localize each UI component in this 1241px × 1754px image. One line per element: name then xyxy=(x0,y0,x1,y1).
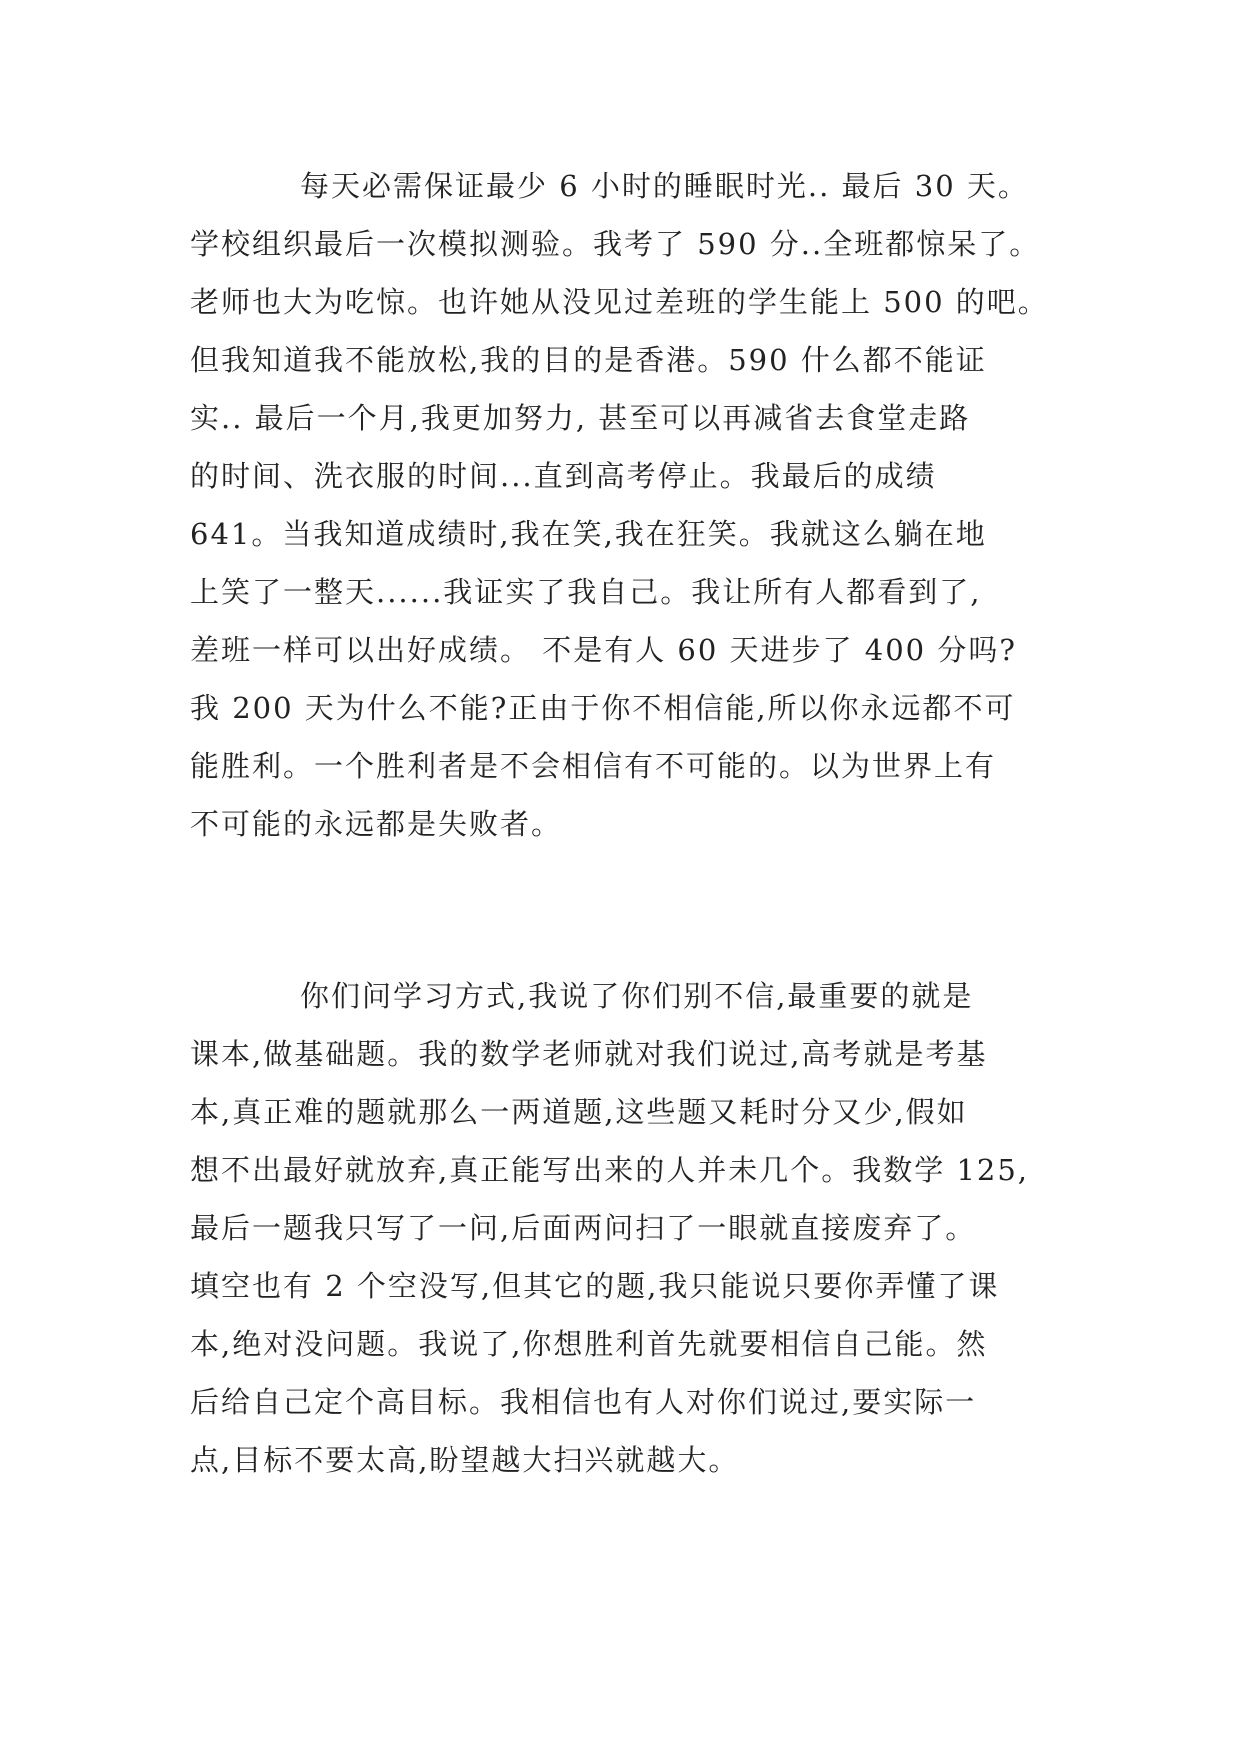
paragraph-line: 本,真正难的题就那么一两道题,这些题又耗时分又少,假如 xyxy=(190,1095,968,1129)
paragraph-line: 课本,做基础题。我的数学老师就对我们说过,高考就是考基 xyxy=(190,1037,988,1071)
paragraph-line: 老师也大为吃惊。也许她从没见过差班的学生能上 500 的吧。 xyxy=(190,285,1049,319)
paragraph-line: 实.. 最后一个月,我更加努力, 甚至可以再减省去食堂走路 xyxy=(190,401,971,435)
paragraph-line: 但我知道我不能放松,我的目的是香港。590 什么都不能证 xyxy=(190,343,987,377)
paragraph-2 xyxy=(190,967,1070,1489)
paragraph-line: 不可能的永远都是失败者。 xyxy=(190,807,563,841)
paragraph-line: 后给自己定个高目标。我相信也有人对你们说过,要实际一 xyxy=(190,1385,977,1419)
paragraph-line: 填空也有 2 个空没写,但其它的题,我只能说只要你弄懂了课 xyxy=(190,1269,1000,1303)
paragraph-line: 你们问学习方式,我说了你们别不信,最重要的就是 xyxy=(300,979,974,1013)
paragraph-line: 能胜利。一个胜利者是不会相信有不可能的。以为世界上有 xyxy=(190,749,997,783)
paragraph-line: 学校组织最后一次模拟测验。我考了 590 分..全班都惊呆了。 xyxy=(190,227,1041,261)
paragraph-line: 上笑了一整天......我证实了我自己。我让所有人都看到了, xyxy=(190,575,982,609)
paragraph-line: 想不出最好就放弃,真正能写出来的人并未几个。我数学 125, xyxy=(190,1153,1030,1187)
paragraph-line: 我 200 天为什么不能?正由于你不相信能,所以你永远都不可 xyxy=(190,691,1016,725)
paragraph-line: 本,绝对没问题。我说了,你想胜利首先就要相信自己能。然 xyxy=(190,1327,988,1361)
paragraph-line: 点,目标不要太高,盼望越大扫兴就越大。 xyxy=(190,1443,740,1477)
paragraph-line: 最后一题我只写了一问,后面两问扫了一眼就直接废弃了。 xyxy=(190,1211,977,1245)
paragraph-line: 641。当我知道成绩时,我在笑,我在狂笑。我就这么躺在地 xyxy=(190,517,987,551)
paragraph-line: 每天必需保证最少 6 小时的睡眠时光.. 最后 30 天。 xyxy=(300,169,1029,203)
paragraph-line: 差班一样可以出好成绩。 不是有人 60 天进步了 400 分吗? xyxy=(190,633,1017,667)
paragraph-1 xyxy=(190,157,1070,853)
paragraph-line: 的时间、洗衣服的时间...直到高考停止。我最后的成绩 xyxy=(190,459,937,493)
